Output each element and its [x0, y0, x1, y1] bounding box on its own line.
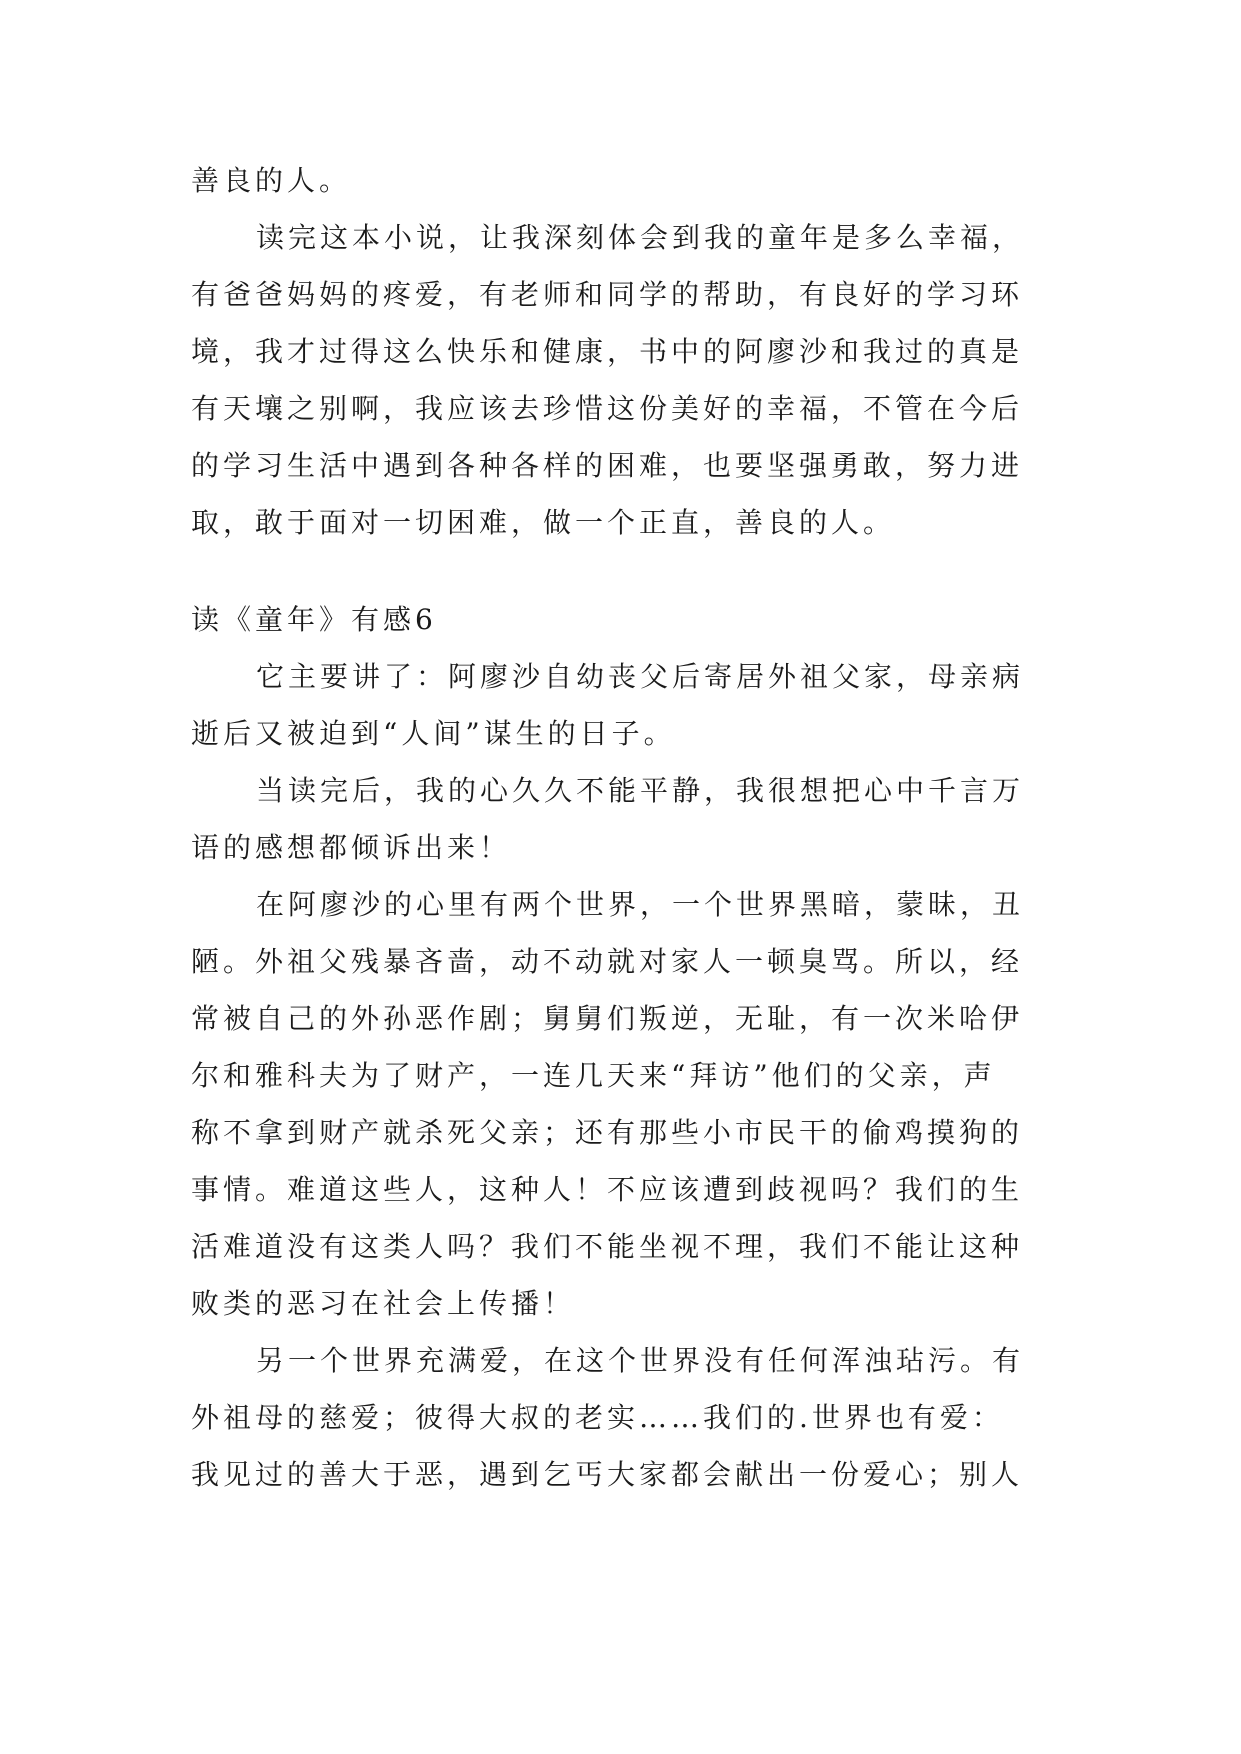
- paragraph-previous: [191, 209, 1051, 551]
- paragraph-line: 败类的恶习在社会上传播！: [191, 1287, 576, 1320]
- paragraph-line: 事情。难道这些人，这种人！不应该遭到歧视吗？我们的生: [191, 1173, 1024, 1206]
- paragraph-line: 当读完后，我的心久久不能平静，我很想把心中千言万: [256, 774, 1025, 807]
- paragraph-line: 常被自己的外孙恶作剧；舅舅们叛逆，无耻，有一次米哈伊: [191, 1002, 1024, 1035]
- section-spacer: [191, 551, 1051, 591]
- paragraph-line: 陋。外祖父残暴吝啬，动不动就对家人一顿臭骂。所以，经: [191, 945, 1024, 978]
- paragraph-line: 我见过的善大于恶，遇到乞丐大家都会献出一份爱心；别人: [191, 1458, 1024, 1491]
- paragraph-line: 另一个世界充满爱，在这个世界没有任何浑浊玷污。有: [256, 1344, 1025, 1377]
- paragraph-line: 称不拿到财产就杀死父亲；还有那些小市民干的偷鸡摸狗的: [191, 1116, 1024, 1149]
- paragraph-line: 取，敢于面对一切困难，做一个正直，善良的人。: [191, 506, 896, 539]
- paragraph-3: [191, 876, 1051, 1332]
- paragraph-line: 语的感想都倾诉出来！: [191, 831, 512, 864]
- paragraph-4: [191, 1332, 1051, 1503]
- paragraph-line: 读完这本小说，让我深刻体会到我的童年是多么幸福，: [256, 221, 1025, 254]
- section-title: 读《童年》有感6: [191, 603, 437, 636]
- paragraph-line: 外祖母的慈爱；彼得大叔的老实……我们的.世界也有爱：: [191, 1401, 1004, 1434]
- intro-tail-line: 善良的人。: [191, 164, 352, 197]
- document-body: [191, 152, 1051, 1503]
- paragraph-line: 逝后又被迫到“人间”谋生的日子。: [191, 717, 676, 750]
- paragraph-line: 活难道没有这类人吗？我们不能坐视不理，我们不能让这种: [191, 1230, 1024, 1263]
- paragraph-line: 的学习生活中遇到各种各样的困难，也要坚强勇敢，努力进: [191, 449, 1024, 482]
- paragraph-line: 有爸爸妈妈的疼爱，有老师和同学的帮助，有良好的学习环: [191, 278, 1024, 311]
- paragraph-line: 在阿廖沙的心里有两个世界，一个世界黑暗，蒙昧，丑: [256, 888, 1025, 921]
- paragraph-line: 境，我才过得这么快乐和健康，书中的阿廖沙和我过的真是: [191, 335, 1024, 368]
- paragraph-line: 它主要讲了：阿廖沙自幼丧父后寄居外祖父家，母亲病: [256, 660, 1025, 693]
- paragraph-line: 尔和雅科夫为了财产，一连几天来“拜访”他们的父亲，声: [191, 1059, 996, 1092]
- paragraph-1: [191, 648, 1051, 762]
- paragraph-2: [191, 762, 1051, 876]
- paragraph-line: 有天壤之别啊，我应该去珍惜这份美好的幸福，不管在今后: [191, 392, 1024, 425]
